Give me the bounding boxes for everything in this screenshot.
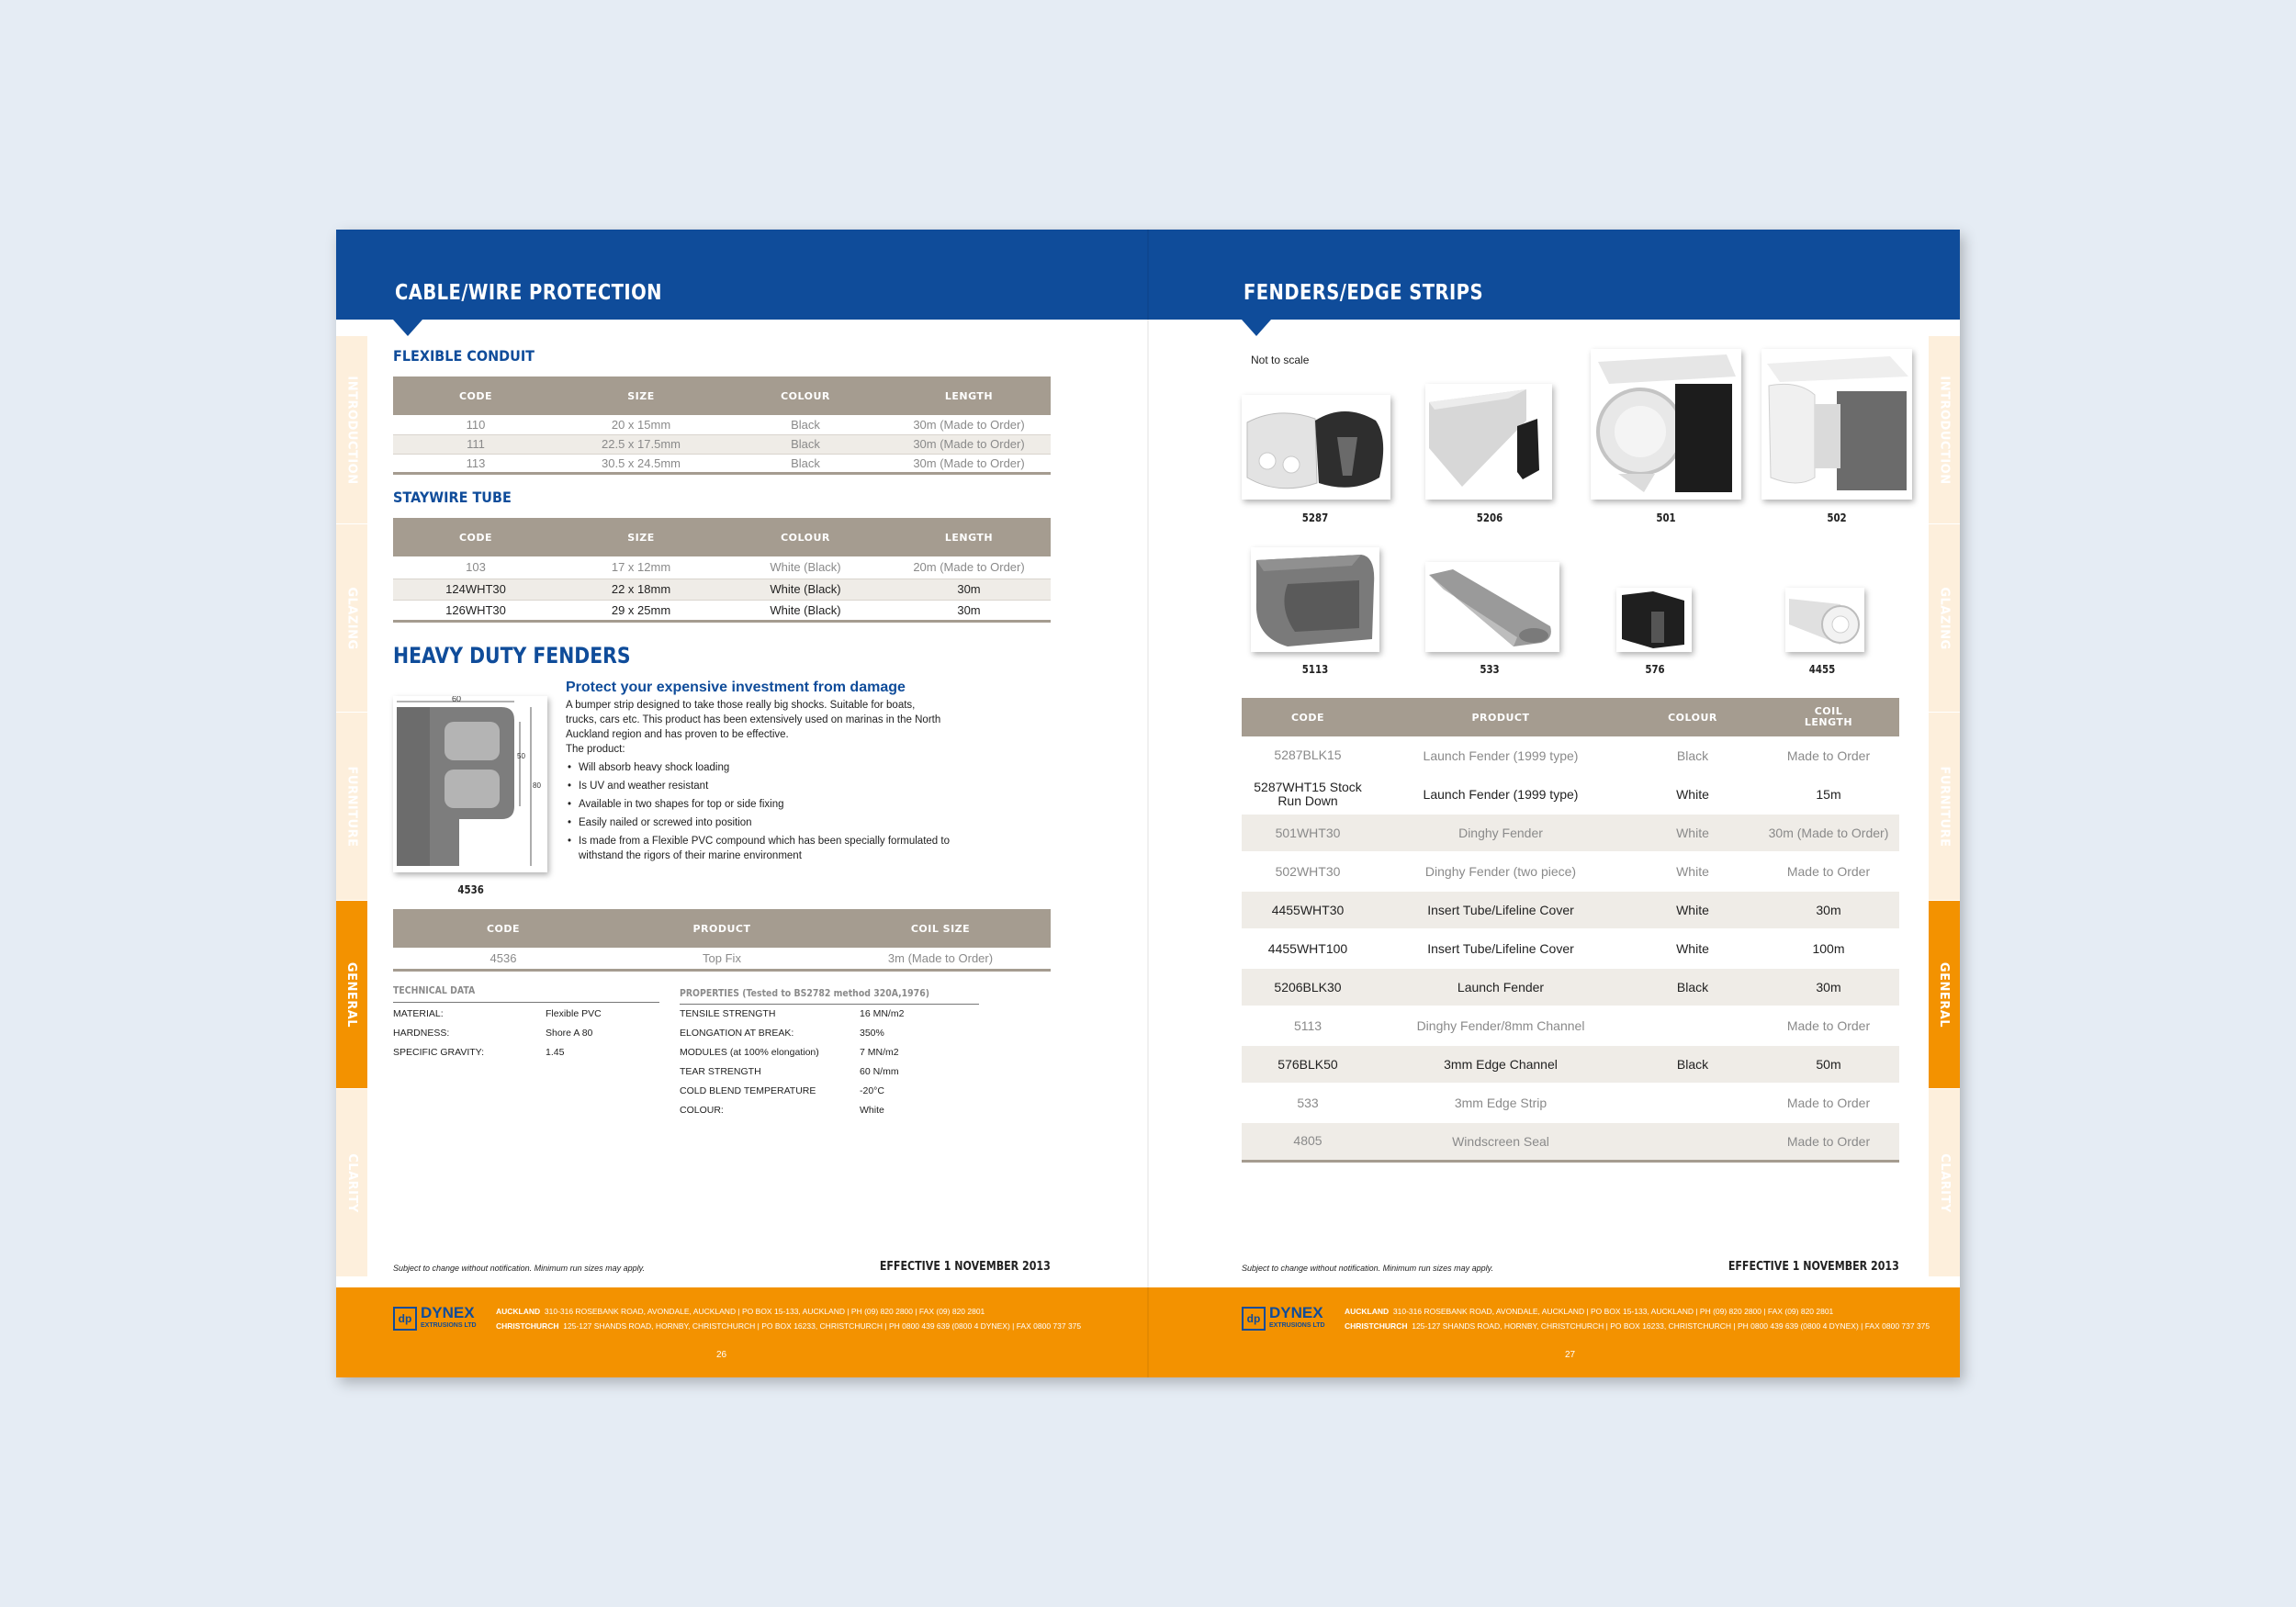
- logo-subtitle: EXTRUSIONS LTD: [421, 1322, 477, 1329]
- tech-value: Shore A 80: [546, 1028, 593, 1039]
- logo-name: DYNEX: [1269, 1304, 1323, 1321]
- cell: 20m (Made to Order): [887, 556, 1051, 579]
- tab-glazing[interactable]: [336, 524, 367, 712]
- address-label: CHRISTCHURCH: [1345, 1321, 1408, 1331]
- cell: 30m (Made to Order): [887, 454, 1051, 473]
- cell-length: 100m: [1758, 929, 1899, 968]
- cell-colour: Black: [1627, 968, 1758, 1006]
- product-533-image: [1425, 562, 1559, 652]
- col-header: CODE: [393, 518, 558, 556]
- cell: 30m: [887, 579, 1051, 600]
- cell-code: 5287WHT15 Stock Run Down: [1242, 775, 1374, 814]
- tab-glazing[interactable]: [1929, 524, 1960, 712]
- table-row: [1242, 1084, 1899, 1122]
- cell: Black: [724, 415, 887, 434]
- image-caption: 5287: [1301, 511, 1329, 524]
- list-item: • Will absorb heavy shock loading: [568, 760, 953, 775]
- col-header: PRODUCT: [1374, 698, 1627, 736]
- page-number: 27: [1565, 1350, 1576, 1360]
- col-header: SIZE: [558, 376, 724, 415]
- heavy-duty-title: HEAVY DUTY FENDERS: [393, 643, 631, 669]
- fender-profile-drawing: [393, 696, 547, 872]
- prop-value: 7 MN/m2: [860, 1047, 899, 1058]
- tab-furniture[interactable]: [1929, 713, 1960, 900]
- list-item: • Is made from a Flexible PVC compound which has been specially formulated to withstand the rigors of their marine environment: [568, 834, 953, 863]
- product-4455-image: [1785, 588, 1864, 652]
- header-band: [336, 230, 1148, 320]
- tab-clarity[interactable]: [336, 1089, 367, 1276]
- list-item: • Easily nailed or screwed into position: [568, 815, 953, 830]
- cell: 29 x 25mm: [558, 600, 724, 621]
- cell-code: 5206BLK30: [1242, 968, 1374, 1006]
- blurb-text: [566, 698, 970, 757]
- cell: 124WHT30: [393, 579, 558, 600]
- blurb-line: trucks, cars etc. This product has been extensively used on marinas in the North: [566, 714, 941, 725]
- cell-colour: White: [1627, 929, 1758, 968]
- prop-label: ELONGATION AT BREAK:: [680, 1028, 794, 1039]
- cell: 22 x 18mm: [558, 579, 724, 600]
- header-notch: [393, 320, 422, 336]
- section-tabs: [1929, 336, 1960, 1276]
- table-row: [393, 948, 1051, 970]
- tech-label: HARDNESS:: [393, 1028, 450, 1039]
- prop-value: 60 N/mm: [860, 1066, 899, 1077]
- cell: 20 x 15mm: [558, 415, 724, 434]
- address-label: AUCKLAND: [1345, 1307, 1390, 1316]
- tab-label: FURNITURE: [1937, 766, 1952, 847]
- prop-value: 350%: [860, 1028, 884, 1039]
- product-502-image: [1761, 349, 1912, 500]
- tech-value: 1.45: [546, 1047, 565, 1058]
- technical-data-title: TECHNICAL DATA: [393, 984, 476, 996]
- prop-label: COLD BLEND TEMPERATURE: [680, 1085, 816, 1096]
- cell-length: 50m: [1758, 1045, 1899, 1084]
- table-row: [1242, 814, 1899, 852]
- tab-introduction[interactable]: [1929, 336, 1960, 523]
- tab-label: GENERAL: [1937, 961, 1952, 1028]
- tab-label: INTRODUCTION: [344, 375, 359, 485]
- address-text: 310-316 ROSEBANK ROAD, AVONDALE, AUCKLAND | PO BOX 15-133, AUCKLAND | PH (09) 820 2800 | FAX (09) 820 2801: [544, 1307, 985, 1316]
- table-row: [1242, 1045, 1899, 1084]
- col-header: CODE: [393, 909, 613, 948]
- cell-product: Dinghy Fender (two piece): [1374, 852, 1627, 891]
- staywire-tube-title: STAYWIRE TUBE: [393, 489, 512, 506]
- fender-4536-image: [393, 696, 547, 872]
- table-row: [393, 454, 1051, 473]
- cell: 30.5 x 24.5mm: [558, 454, 724, 473]
- table-row: [1242, 736, 1899, 775]
- cell: 30m (Made to Order): [887, 415, 1051, 434]
- cell: 22.5 x 17.5mm: [558, 434, 724, 454]
- auckland-address: [1345, 1307, 1833, 1316]
- product-5113-image: [1251, 547, 1379, 652]
- prop-value: -20°C: [860, 1085, 884, 1096]
- cell-colour: [1627, 1122, 1758, 1161]
- effective-date: EFFECTIVE 1 NOVEMBER 2013: [880, 1260, 1051, 1274]
- tab-label: CLARITY: [344, 1152, 359, 1213]
- cell-code: 5287BLK15: [1242, 736, 1374, 775]
- cell-product: 3mm Edge Channel: [1374, 1045, 1627, 1084]
- cell-code: 501WHT30: [1242, 814, 1374, 852]
- cell-colour: White: [1627, 814, 1758, 852]
- cell-code: 4805: [1242, 1122, 1374, 1161]
- disclaimer: Subject to change without notification. Minimum run sizes may apply.: [393, 1264, 645, 1273]
- cell-code: 576BLK50: [1242, 1045, 1374, 1084]
- prop-label: TEAR STRENGTH: [680, 1066, 761, 1077]
- address-text: 125-127 SHANDS ROAD, HORNBY, CHRISTCHURCH | PO BOX 16233, CHRISTCHURCH | PH 0800 439 639 (0800 4 DYNEX) | FAX 0800 737 375: [563, 1321, 1082, 1331]
- tab-general[interactable]: [336, 901, 367, 1088]
- cell: White (Black): [724, 556, 887, 579]
- col-header: SIZE: [558, 518, 724, 556]
- cell: 17 x 12mm: [558, 556, 724, 579]
- logo-name: DYNEX: [421, 1304, 475, 1321]
- cell: 4536: [393, 948, 613, 970]
- cell-colour: [1627, 1006, 1758, 1045]
- product-5287-image: [1242, 395, 1390, 500]
- tab-label: INTRODUCTION: [1937, 375, 1952, 485]
- cell: Black: [724, 434, 887, 454]
- cell-length: Made to Order: [1758, 736, 1899, 775]
- table-row: [393, 415, 1051, 434]
- cell: 3m (Made to Order): [830, 948, 1051, 970]
- address-label: CHRISTCHURCH: [496, 1321, 559, 1331]
- col-header: COLOUR: [1627, 698, 1758, 736]
- cell-code: 4455WHT100: [1242, 929, 1374, 968]
- cell-product: Insert Tube/Lifeline Cover: [1374, 891, 1627, 929]
- dim-60: 60: [452, 696, 462, 703]
- table-row: [393, 600, 1051, 621]
- col-header: CODE: [393, 376, 558, 415]
- prop-label: TENSILE STRENGTH: [680, 1008, 776, 1019]
- cell-length: 30m: [1758, 968, 1899, 1006]
- table-row: [1242, 891, 1899, 929]
- tab-label: GENERAL: [344, 961, 359, 1028]
- product-5206-image: [1425, 384, 1552, 500]
- table-row: [1242, 929, 1899, 968]
- blurb-line: A bumper strip designed to take those really big shocks. Suitable for boats,: [566, 700, 916, 711]
- address-text: 310-316 ROSEBANK ROAD, AVONDALE, AUCKLAND | PO BOX 15-133, AUCKLAND | PH (09) 820 2800 | FAX (09) 820 2801: [1392, 1307, 1834, 1316]
- tab-clarity[interactable]: [1929, 1089, 1960, 1276]
- feature-list: [568, 760, 953, 867]
- fenders-table: [1242, 698, 1899, 1163]
- section-tabs: [336, 336, 367, 1276]
- table-row: [1242, 852, 1899, 891]
- spine-fold: [1147, 230, 1149, 1377]
- cell: 111: [393, 434, 558, 454]
- divider: [393, 1002, 659, 1003]
- cell-code: 502WHT30: [1242, 852, 1374, 891]
- cell-product: Launch Fender: [1374, 968, 1627, 1006]
- cell-length: Made to Order: [1758, 852, 1899, 891]
- brochure-spread: [336, 230, 1960, 1377]
- cell-code: 5113: [1242, 1006, 1374, 1045]
- page-27: [1148, 230, 1960, 1377]
- table-row: [393, 434, 1051, 454]
- page-26: [336, 230, 1148, 1377]
- flexible-conduit-title: FLEXIBLE CONDUIT: [393, 347, 535, 365]
- col-header: LENGTH: [887, 518, 1051, 556]
- staywire-tube-table: [393, 518, 1051, 623]
- fender-4536-table: [393, 909, 1051, 972]
- cell: 126WHT30: [393, 600, 558, 621]
- tech-label: SPECIFIC GRAVITY:: [393, 1047, 484, 1058]
- col-header: PRODUCT: [613, 909, 830, 948]
- not-to-scale-note: Not to scale: [1251, 354, 1310, 366]
- cell-product: Windscreen Seal: [1374, 1122, 1627, 1161]
- prop-label: MODULES (at 100% elongation): [680, 1047, 819, 1058]
- blurb-title: Protect your expensive investment from damage: [566, 680, 906, 695]
- christchurch-address: [1345, 1321, 1930, 1331]
- cell: 30m: [887, 600, 1051, 621]
- footer-band: [336, 1287, 1148, 1377]
- cell: 110: [393, 415, 558, 434]
- cell-length: Made to Order: [1758, 1122, 1899, 1161]
- cell-product: 3mm Edge Strip: [1374, 1084, 1627, 1122]
- image-caption: 4536: [457, 883, 484, 896]
- image-caption: 502: [1827, 511, 1847, 524]
- cell-product: Insert Tube/Lifeline Cover: [1374, 929, 1627, 968]
- blurb-line: Auckland region and has proven to be effective.: [566, 729, 789, 740]
- cell-length: 15m: [1758, 775, 1899, 814]
- cell-product: Launch Fender (1999 type): [1374, 775, 1627, 814]
- cell: White (Black): [724, 579, 887, 600]
- cell-colour: [1627, 1084, 1758, 1122]
- tab-label: CLARITY: [1937, 1152, 1952, 1213]
- footer-band: [1148, 1287, 1960, 1377]
- cell: Black: [724, 454, 887, 473]
- cell: Top Fix: [613, 948, 830, 970]
- cell-length: 30m: [1758, 891, 1899, 929]
- properties-title: PROPERTIES (Tested to BS2782 method 320A,1976): [680, 987, 929, 999]
- col-header: COIL SIZE: [830, 909, 1051, 948]
- effective-date: EFFECTIVE 1 NOVEMBER 2013: [1728, 1260, 1899, 1274]
- image-caption: 576: [1645, 663, 1665, 676]
- dynex-logo-icon: dp: [1242, 1307, 1266, 1331]
- address-label: AUCKLAND: [496, 1307, 541, 1316]
- cell-length: Made to Order: [1758, 1006, 1899, 1045]
- tab-label: GLAZING: [344, 586, 359, 650]
- cell-colour: Black: [1627, 1045, 1758, 1084]
- cell-colour: Black: [1627, 736, 1758, 775]
- table-row: [1242, 775, 1899, 814]
- dynex-logo-icon: dp: [393, 1307, 417, 1331]
- col-header: COIL LENGTH: [1758, 698, 1899, 736]
- product-576-image: [1616, 588, 1692, 652]
- table-row: [1242, 968, 1899, 1006]
- prop-value: White: [860, 1105, 884, 1116]
- col-header: COLOUR: [724, 376, 887, 415]
- table-row: [393, 556, 1051, 579]
- cell: White (Black): [724, 600, 887, 621]
- table-row: [1242, 1122, 1899, 1161]
- divider: [680, 1004, 979, 1005]
- cell-colour: White: [1627, 775, 1758, 814]
- page-title: CABLE/WIRE PROTECTION: [395, 281, 662, 305]
- list-item: • Is UV and weather resistant: [568, 779, 953, 793]
- blurb-line: The product:: [566, 744, 625, 755]
- image-caption: 501: [1656, 511, 1676, 524]
- cell: 30m (Made to Order): [887, 434, 1051, 454]
- flexible-conduit-table: [393, 376, 1051, 475]
- product-501-image: [1591, 349, 1741, 500]
- dim-80: 80: [533, 781, 541, 790]
- tab-furniture[interactable]: [336, 713, 367, 900]
- tech-value: Flexible PVC: [546, 1008, 602, 1019]
- cell-length: Made to Order: [1758, 1084, 1899, 1122]
- list-item: • Available in two shapes for top or side fixing: [568, 797, 953, 812]
- page-number: 26: [716, 1350, 727, 1360]
- dim-50: 50: [517, 752, 525, 760]
- col-header: COLOUR: [724, 518, 887, 556]
- cell-product: Dinghy Fender: [1374, 814, 1627, 852]
- tab-label: GLAZING: [1937, 586, 1952, 650]
- cell: 113: [393, 454, 558, 473]
- cell-code: 4455WHT30: [1242, 891, 1374, 929]
- tab-label: FURNITURE: [344, 766, 359, 847]
- tech-label: MATERIAL:: [393, 1008, 444, 1019]
- image-caption: 533: [1480, 663, 1500, 676]
- tab-general[interactable]: [1929, 901, 1960, 1088]
- tab-introduction[interactable]: [336, 336, 367, 523]
- cell-colour: White: [1627, 891, 1758, 929]
- table-row: [393, 579, 1051, 600]
- image-caption: 5206: [1476, 511, 1503, 524]
- cell-product: Launch Fender (1999 type): [1374, 736, 1627, 775]
- address-text: 125-127 SHANDS ROAD, HORNBY, CHRISTCHURCH | PO BOX 16233, CHRISTCHURCH | PH 0800 439 639 (0800 4 DYNEX) | FAX 0800 737 375: [1412, 1321, 1930, 1331]
- christchurch-address: [496, 1321, 1081, 1331]
- table-row: [1242, 1006, 1899, 1045]
- prop-label: COLOUR:: [680, 1105, 724, 1116]
- disclaimer: Subject to change without notification. Minimum run sizes may apply.: [1242, 1264, 1493, 1273]
- cell-product: Dinghy Fender/8mm Channel: [1374, 1006, 1627, 1045]
- auckland-address: [496, 1307, 985, 1316]
- image-caption: 5113: [1301, 663, 1329, 676]
- header-band: [1148, 230, 1960, 320]
- page-title: FENDERS/EDGE STRIPS: [1244, 281, 1483, 305]
- cell-colour: White: [1627, 852, 1758, 891]
- col-header: CODE: [1242, 698, 1374, 736]
- prop-value: 16 MN/m2: [860, 1008, 905, 1019]
- cell-length: 30m (Made to Order): [1758, 814, 1899, 852]
- header-notch: [1242, 320, 1271, 336]
- logo-subtitle: EXTRUSIONS LTD: [1269, 1322, 1325, 1329]
- cell-code: 533: [1242, 1084, 1374, 1122]
- image-caption: 4455: [1808, 663, 1836, 676]
- col-header: LENGTH: [887, 376, 1051, 415]
- cell: 103: [393, 556, 558, 579]
